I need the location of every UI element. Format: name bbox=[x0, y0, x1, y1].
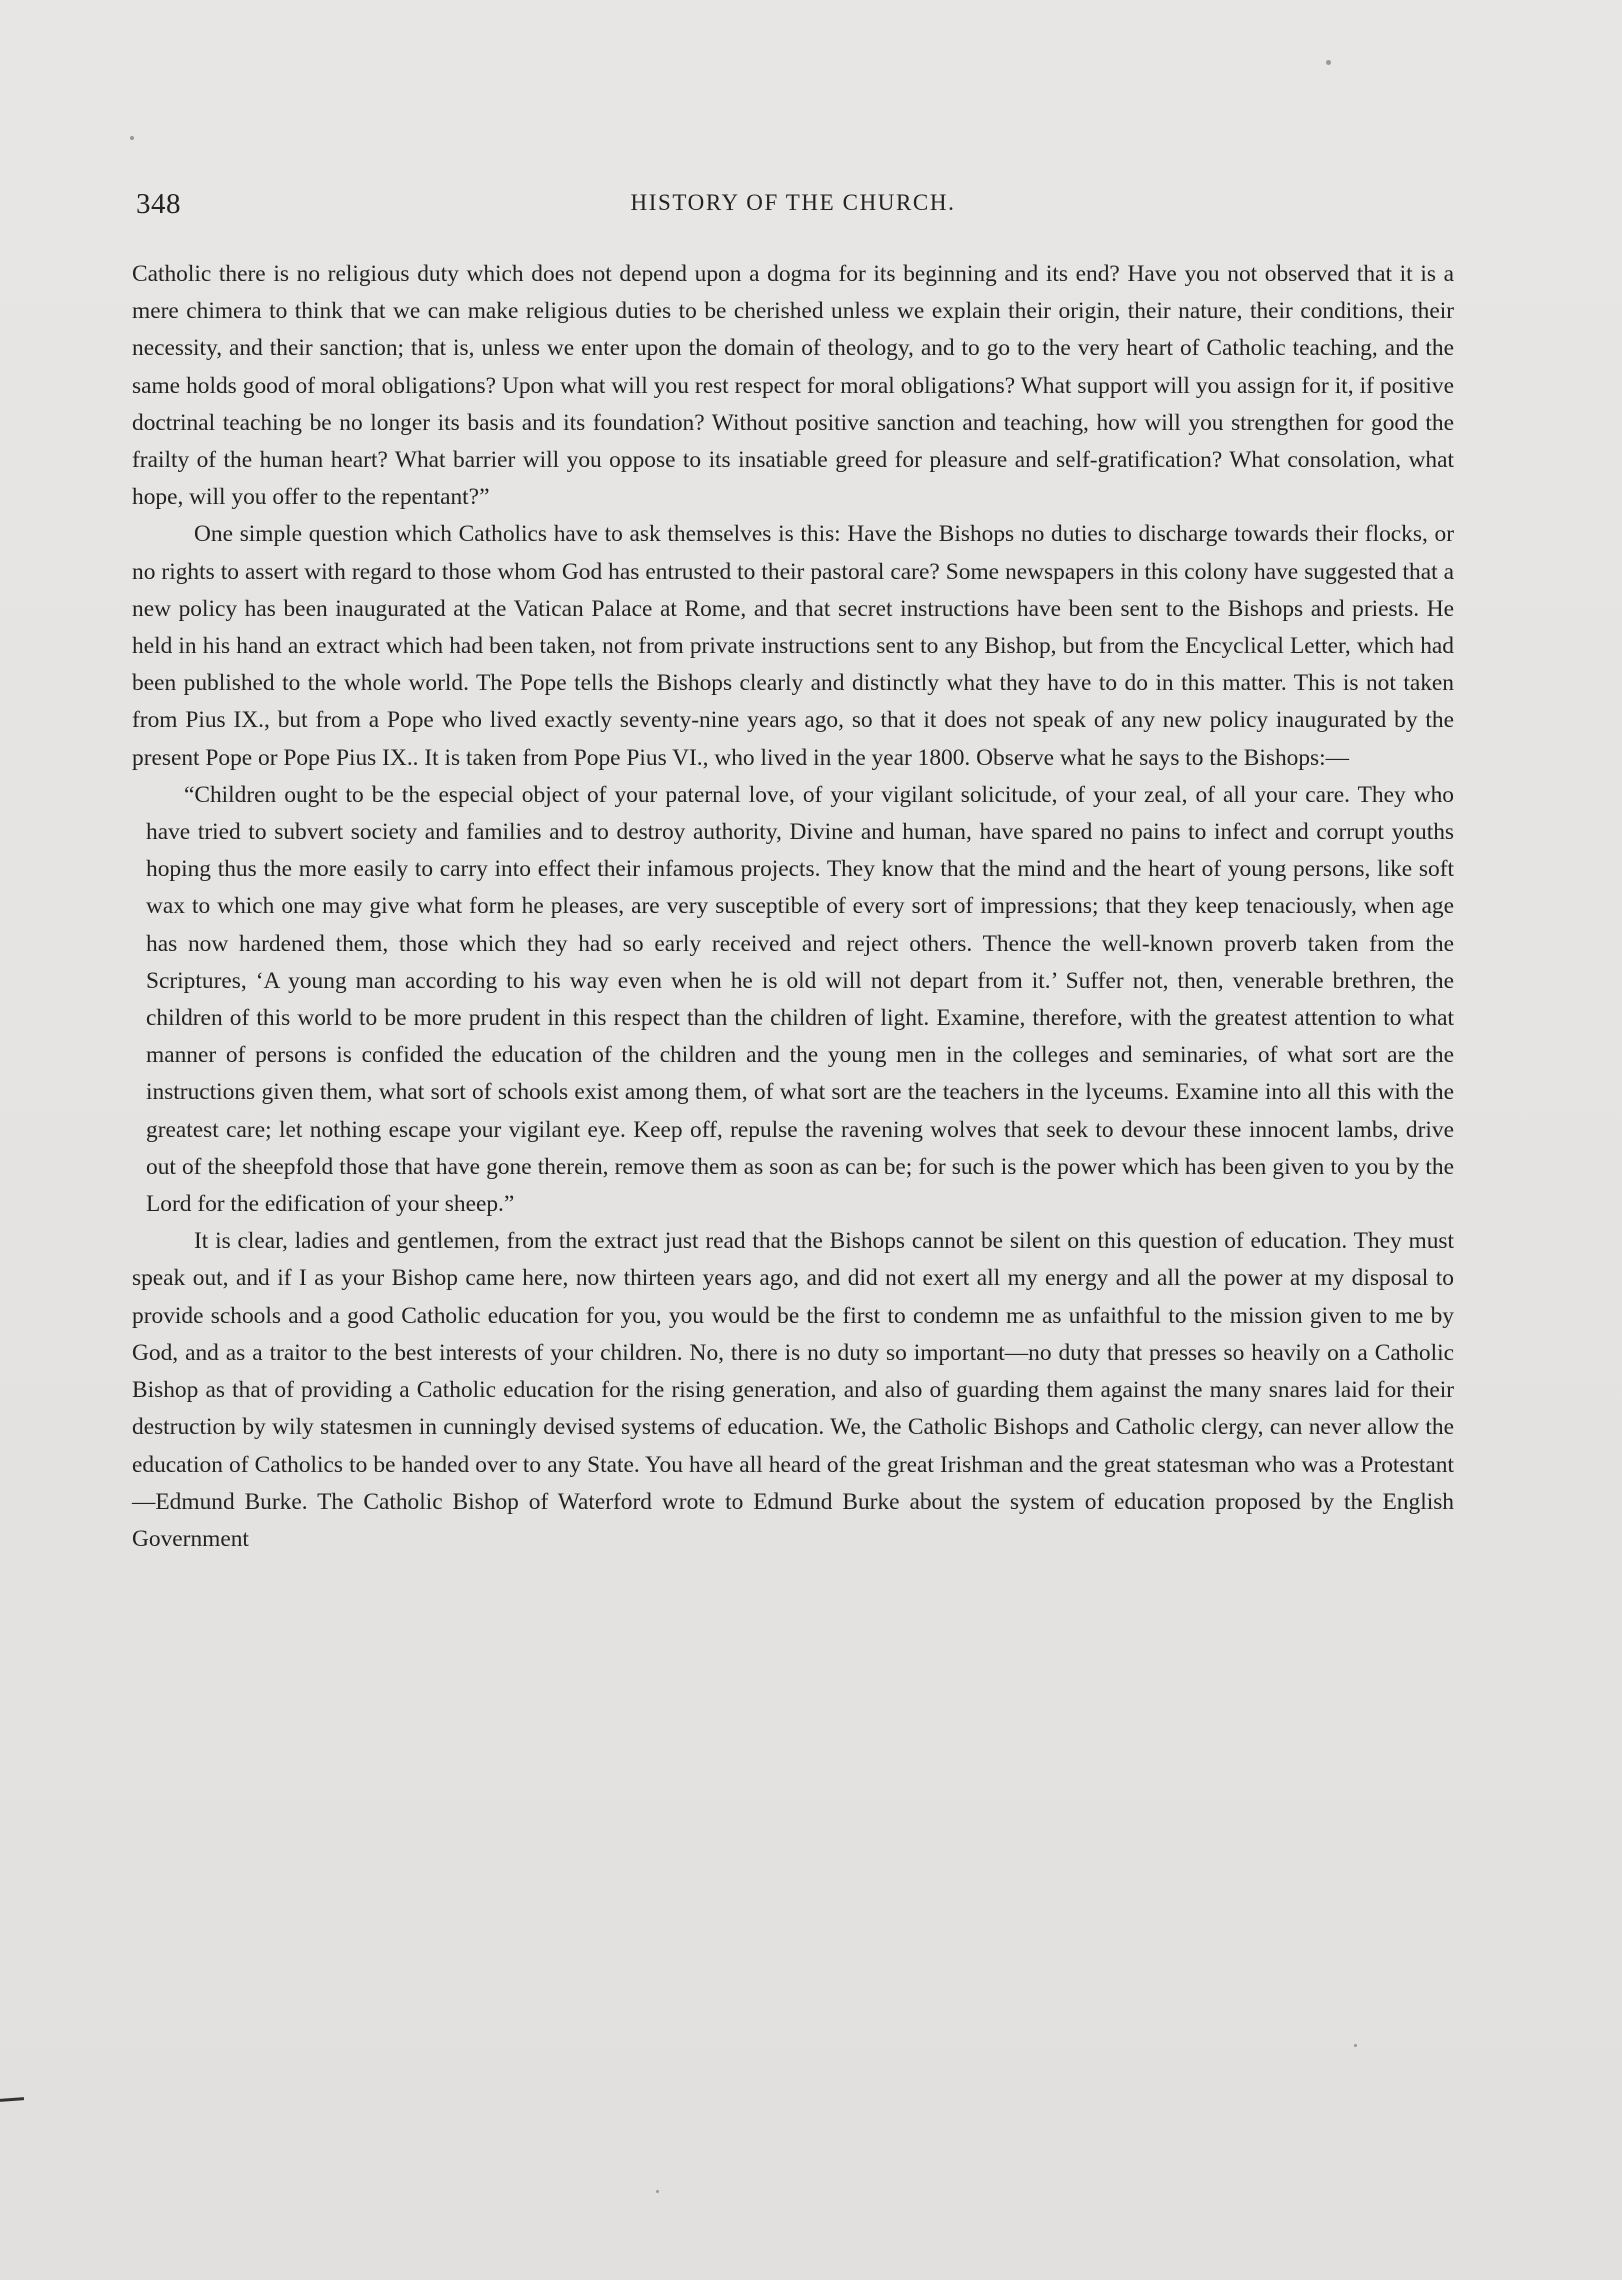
paragraph-continuation: Catholic there is no religious duty which does not depend upon a dogma for its beginning and its end? Have you not observed that it is a mere chimera to think that we can make religious duties to be cherished unless we explain their origin, their nature, their conditions, their necessity, and their sanction; that is, unless we enter upon the domain of theology, and to go to the very heart of Catholic teaching, and the same holds good of moral obligations? Upon what will you rest respect for moral obligations? What support will you assign for it, if positive doctrinal teaching be no longer its basis and its foundation? Without positive sanction and teaching, how will you strengthen for good the frailty of the human heart? What barrier will you oppose to its insatiable greed for pleasure and self-gratification? What consolation, what hope, will you offer to the repentant?” bbox=[132, 261, 1454, 511]
paragraph-encyclical-quote: “Children ought to be the especial object of your paternal love, of your vigilant solicitude, of your zeal, of all your care. They who have tried to subvert society and families and to destroy authority, Divine and human, have spared no pains to infect and corrupt youths hoping thus the more easily to carry into effect their infamous projects. They know that the mind and the heart of young persons, like soft wax to which one may give what form he pleases, are very susceptible of every sort of impressions; that they keep tenaciously, when age has now hardened them, those which they had so early received and reject others. Thence the well-known proverb taken from the Scriptures, ‘A young man according to his way even when he is old will not depart from it.’ Suffer not, then, venerable brethren, the children of this world to be more prudent in this respect than the children of light. Examine, therefore, with the greatest attention to what manner of persons is confided the education of the children and the young men in the colleges and seminaries, of what sort are the instructions given them, what sort of schools exist among them, of what sort are the teachers in the lyceums. Examine into all this with the greatest care; let nothing escape your vigilant eye. Keep off, repulse the ravening wolves that seek to devour these innocent lambs, drive out of the sheepfold those that have gone therein, remove them as soon as can be; for such is the power which has been given to you by the Lord for the edification of your sheep.” bbox=[146, 781, 1454, 1218]
paragraph-education-duty: It is clear, ladies and gentlemen, from the extract just read that the Bishops cannot be silent on this question of education. They must speak out, and if I as your Bishop came here, now thirteen years ago, and did not exert all my energy and all the power at my disposal to provide schools and a good Catholic education for you, you would be the first to condemn me as unfaithful to the mission given to me by God, and as a traitor to the best interests of your children. No, there is no duty so important—no duty that presses so heavily on a Catholic Bishop as that of providing a Catholic education for the rising generation, and also of guarding them against the many snares laid for their destruction by wily statesmen in cunningly devised systems of education. We, the Catholic Bishops and Catholic clergy, can never allow the education of Catholics to be handed over to any State. You have all heard of the great Irishman and the great statesman who was a Protestant—Edmund Burke. The Catholic Bishop of Waterford wrote to Edmund Burke about the system of education proposed by the English Government bbox=[132, 1228, 1454, 1552]
running-title: HISTORY OF THE CHURCH. bbox=[630, 190, 956, 215]
paper-speck bbox=[656, 2190, 659, 2193]
page-header bbox=[132, 188, 1454, 228]
paper-speck bbox=[130, 136, 134, 140]
margin-mark bbox=[0, 2097, 24, 2102]
paragraph-bishops-question: One simple question which Catholics have to ask themselves is this: Have the Bishops no duties to discharge towards their flocks, or no rights to assert with regard to those whom God has entrusted to their pastoral care? Some newspapers in this colony have suggested that a new policy has been inaugurated at the Vatican Palace at Rome, and that secret instructions have been sent to the Bishops and priests. He held in his hand an extract which had been taken, not from private instructions sent to any Bishop, but from the Encyclical Letter, which had been published to the whole world. The Pope tells the Bishops clearly and distinctly what they have to do in this matter. This is not taken from Pius IX., but from a Pope who lived exactly seventy-nine years ago, so that it does not speak of any new policy inaugurated by the present Pope or Pope Pius IX.. It is taken from Pope Pius VI., who lived in the year 1800. Observe what he says to the Bishops:— bbox=[132, 521, 1454, 771]
paper-speck bbox=[1326, 60, 1331, 65]
paper-speck bbox=[1354, 2044, 1357, 2047]
page-number: 348 bbox=[136, 188, 181, 220]
body-text bbox=[132, 256, 1454, 1558]
